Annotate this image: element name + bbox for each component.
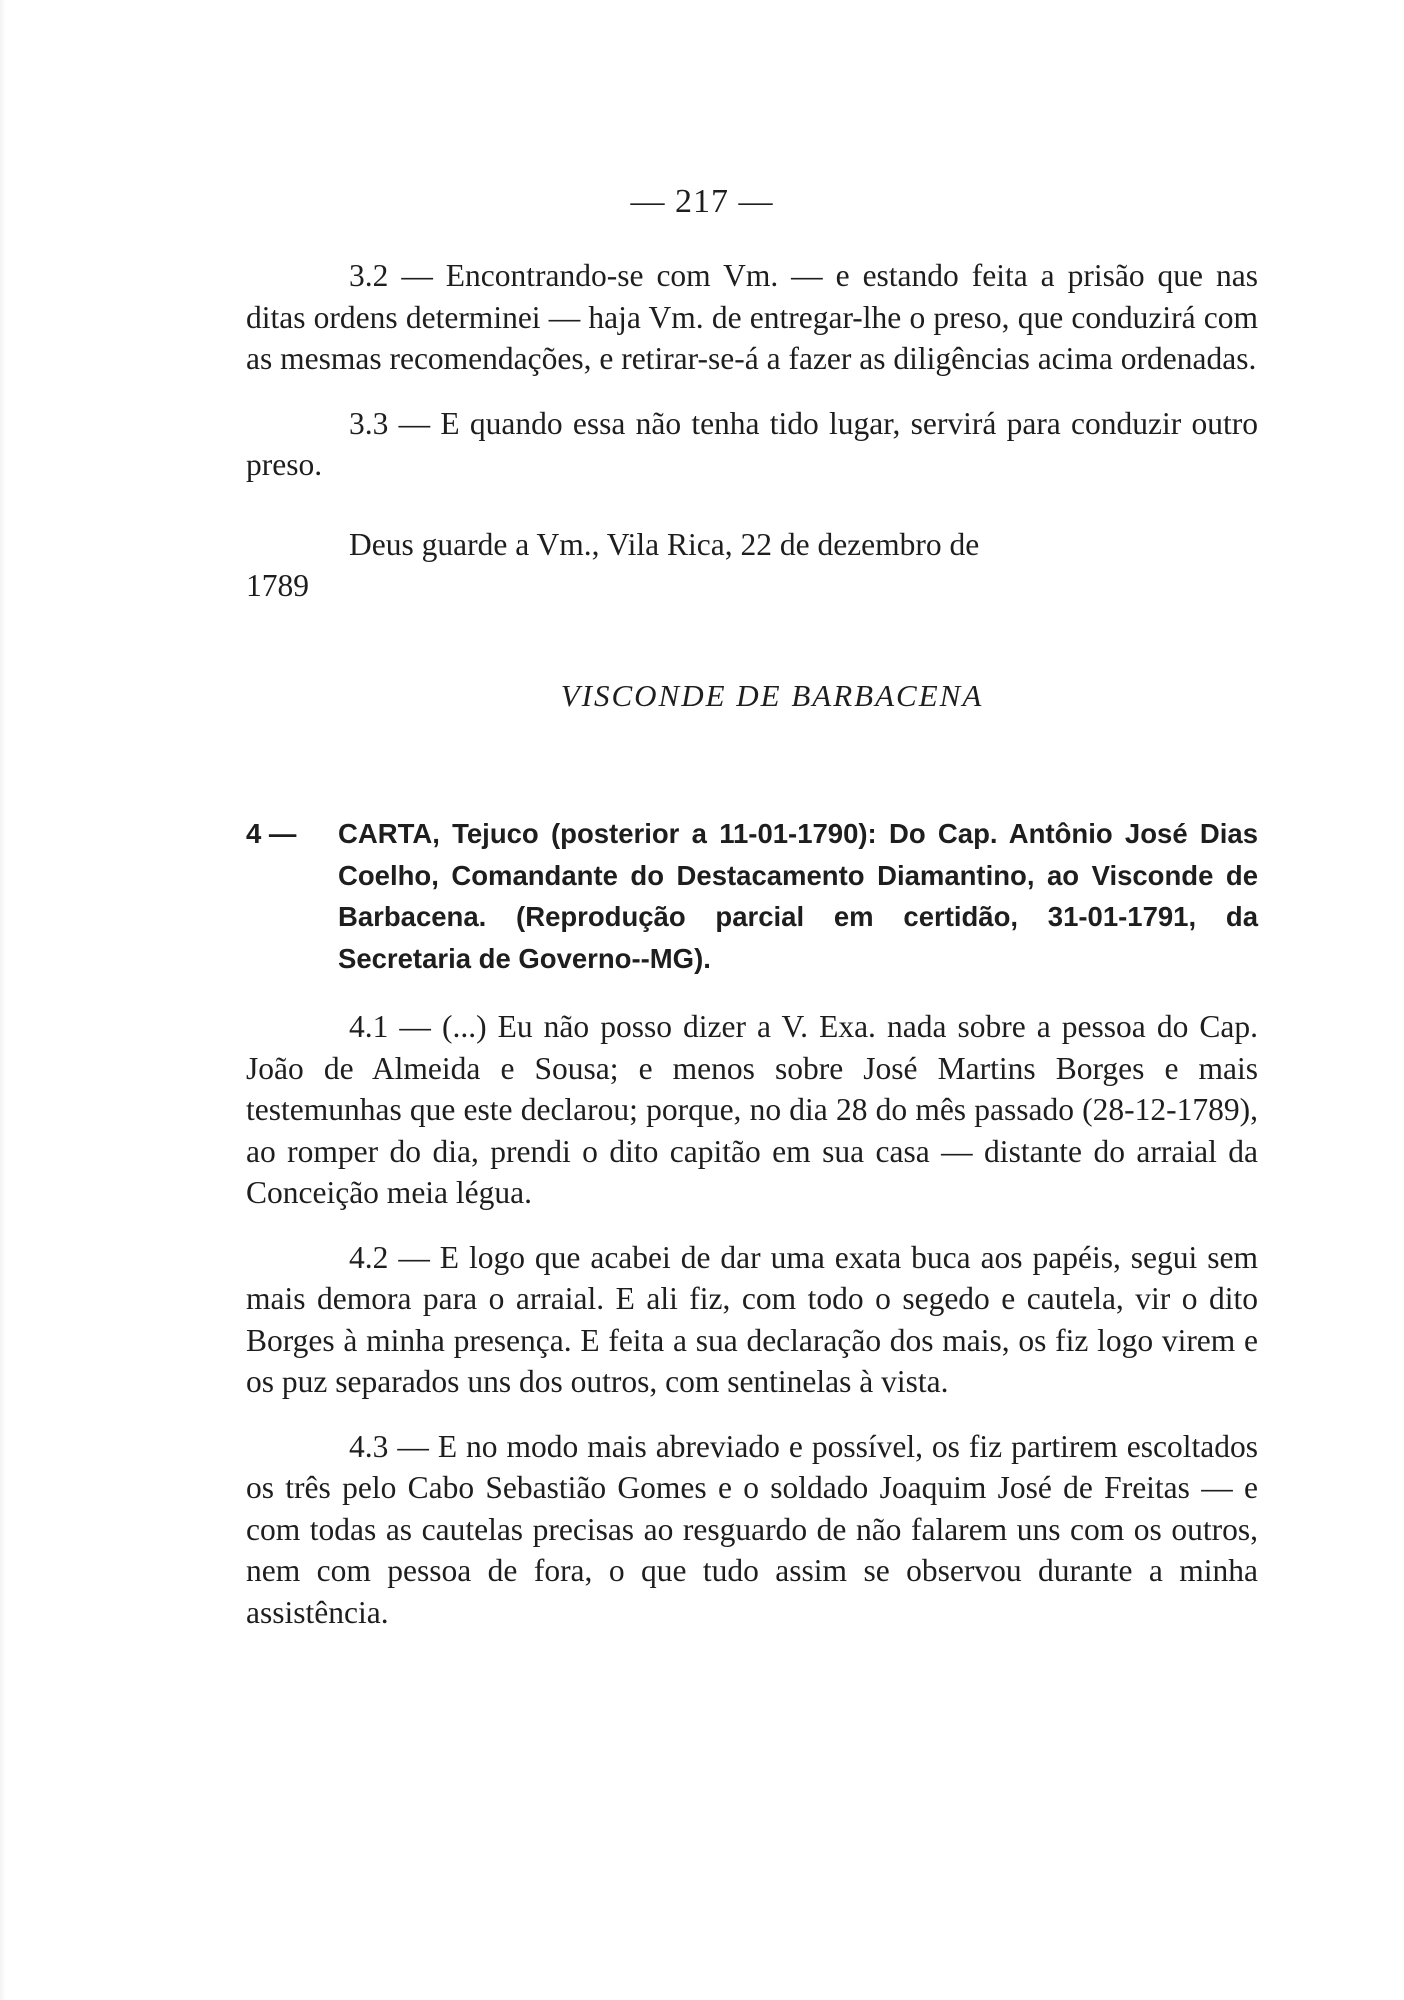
paragraph-3-2: 3.2 — Encontrando-se com Vm. — e estando feita a prisão que nas ditas ordens determinei — haja Vm. de entregar-lhe o preso, que conduzirá com as mesmas recomendações, e retirar-se-á a fazer as diligências acima ordenadas. (246, 258, 1258, 376)
document-4-number: 4 — (246, 818, 297, 849)
paragraph-4-2: 4.2 — E logo que acabei de dar uma exata buca aos papéis, segui sem mais demora para o arraial. E ali fiz, com todo o segedo e cautela, vir o dito Borges à minha presença. E feita a sua declaração dos mais, os fiz logo virem e os puz separados uns dos outros, com sentinelas à vista. (246, 1239, 1258, 1399)
page-number: — 217 — (630, 183, 774, 220)
letter-closing (246, 524, 1258, 607)
closing-year: 1789 (246, 568, 309, 603)
paragraph-4-1: 4.1 — (...) Eu não posso dizer a V. Exa. nada sobre a pessoa do Cap. João de Almeida e Sousa; e menos sobre José Martins Borges e mais testemunhas que este declarou; porque, no dia 28 do mês passado (28-12-1789), ao romper do dia, prendi o dito capitão em sua casa — distante do arraial da Conceição meia légua. (246, 1009, 1258, 1210)
document-4-heading-text: CARTA, Tejuco (posterior a 11-01-1790): Do Cap. Antônio José Dias Coelho, Comandante do Destacamento Diamantino, ao Visconde de Barbacena. (Reprodução parcial em certidão, 31-01-1791, da Secretaria de Governo--MG). (338, 818, 1258, 974)
page-edge-shadow (0, 0, 6, 2000)
closing-salutation: Deus guarde a Vm., Vila Rica, 22 de dezembro de (349, 526, 980, 562)
document-4-heading (246, 813, 1258, 979)
signature: VISCONDE DE BARBACENA (560, 677, 984, 713)
page-body (246, 255, 1258, 1633)
paragraph-3-3: 3.3 — E quando essa não tenha tido lugar, servirá para conduzir outro preso. (246, 405, 1258, 482)
paragraph-4-3: 4.3 — E no modo mais abreviado e possível, os fiz partirem escoltados os três pelo Cabo Sebastião Gomes e o soldado Joaquim José de Freitas — e com todas as cautelas precisas ao resguardo de não falarem uns com os outros, nem com pessoa de fora, o que tudo assim se observou durante a minha assistência. (246, 1428, 1258, 1630)
document-4-body (246, 1006, 1258, 1633)
